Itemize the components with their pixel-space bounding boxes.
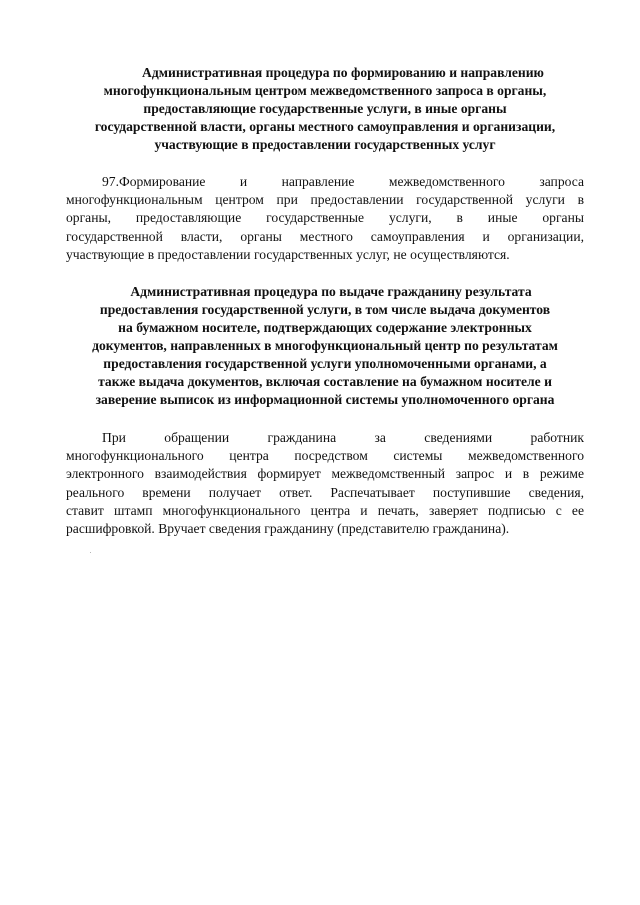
heading-line: предоставления государственной услуги, в том числе выдача документов (99, 302, 551, 318)
paragraph-line: При обращении гражданина за сведениями работник (102, 430, 584, 446)
scan-speck (90, 552, 91, 553)
heading-line: государственной власти, органы местного самоуправления и организации, (94, 119, 556, 134)
paragraph-line: многофункционального центра посредством системы межведомственного (66, 448, 584, 464)
heading-line: предоставления государственной услуги уполномоченными органами, а (103, 356, 547, 372)
heading-line: заверение выписок из информационной системы уполномоченного органа (95, 392, 555, 408)
heading-line: многофункциональным центром межведомственного запроса в органы, (103, 83, 547, 98)
section-heading-result-issuance (66, 283, 584, 409)
paragraph-line: 97.Формирование и направление межведомственного запроса (102, 174, 584, 189)
heading-line: участвующие в предоставлении государственных услуг (154, 137, 496, 152)
paragraph-line: электронного взаимодействия формирует межведомственный запрос и в режиме (66, 466, 584, 482)
section-heading-mfc-request (66, 64, 584, 154)
paragraph-line: расшифровкой. Вручает сведения гражданину (представителю гражданина). (66, 521, 510, 537)
paragraph-line: участвующие в предоставлении государственных услуг, не осуществляются. (66, 246, 510, 262)
paragraph-line: государственной власти, органы местного самоуправления и организации, (66, 228, 584, 244)
heading-line: на бумажном носителе, подтверждающих содержание электронных (118, 320, 532, 336)
heading-line: предоставляющие государственные услуги, в иные органы (143, 101, 507, 116)
paragraph-line: многофункциональным центром при предоставлении государственной услуги в (66, 192, 584, 208)
paragraph-97 (66, 173, 584, 264)
heading-line: Административная процедура по формированию и направлению (142, 65, 544, 80)
paragraph-citizen-request (66, 429, 584, 538)
paragraph-line: реального времени получает ответ. Распечатывает поступившие сведения, (66, 484, 584, 500)
paragraph-line: ставит штамп многофункционального центра и печать, заверяет подписью с ее (66, 502, 584, 518)
paragraph-line: органы, предоставляющие государственные услуги, в иные органы (66, 210, 584, 226)
heading-line: также выдача документов, включая составление на бумажном носителе и (98, 374, 552, 390)
heading-line: Административная процедура по выдаче гражданину результата (130, 284, 532, 300)
heading-line: документов, направленных в многофункциональный центр по результатам (92, 338, 558, 354)
